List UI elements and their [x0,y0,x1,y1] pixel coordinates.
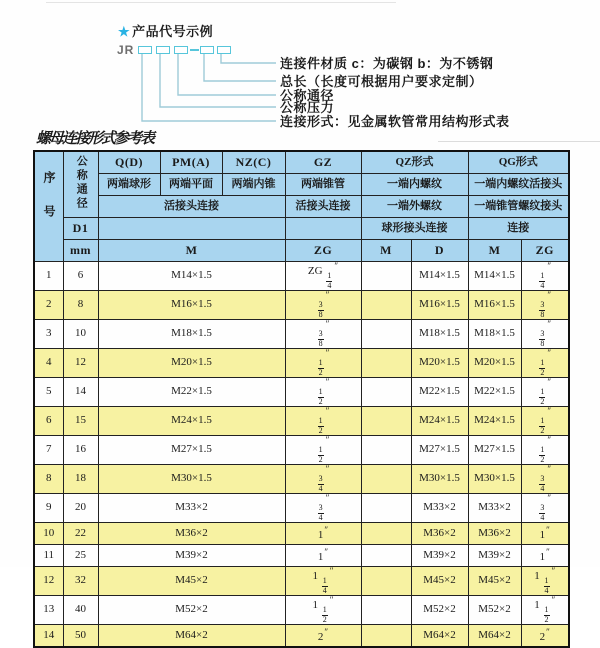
diagram-label: 连接件材质 c：为碳钢 b：为不锈钢 [280,56,494,71]
header-pm-desc: 两端平面 [160,174,222,196]
cell-gz: 1 $\frac{1}{2}$ ″ [285,596,361,625]
header-pm-code: PM(A) [160,151,222,174]
cell-qz-m [361,494,411,523]
cell-seq: 9 [34,494,63,523]
cell-seq: 5 [34,378,63,407]
cell-dn: 18 [63,465,98,494]
cell-qg-zg: 2″ [521,625,569,648]
table-row [34,625,569,648]
cell-qg-zg: $\frac{1}{4}$ ″ [521,262,569,291]
cell-qz-d: M14×1.5 [411,262,468,291]
cell-qg-zg: $\frac{1}{2}$ ″ [521,349,569,378]
cell-gz: $\frac{3}{8}$ ″ [285,291,361,320]
cell-qz-m [361,523,411,545]
cell-gz: 1″ [285,523,361,545]
header-dn [63,151,98,218]
cell-qz-m [361,262,411,291]
header-qg-unit1: M [468,240,521,262]
cell-qz-m [361,625,411,648]
cell-dn: 12 [63,349,98,378]
cell-gz: ZG $\frac{1}{4}$ ″ [285,262,361,291]
cell-qg-m: M18×1.5 [468,320,521,349]
header-dn-text: 公称通径 [75,154,88,211]
cell-qg-m: M39×2 [468,545,521,567]
header-qz-conn: 球形接头连接 [361,218,468,240]
header-gz-unit: ZG [285,240,361,262]
cell-gz: $\frac{1}{2}$ ″ [285,378,361,407]
cell-qz-d: M39×2 [411,545,468,567]
cell-qg-zg: $\frac{3}{4}$ ″ [521,465,569,494]
cell-gz: $\frac{1}{2}$ ″ [285,349,361,378]
cell-m: M36×2 [98,523,285,545]
table-row [34,378,569,407]
cell-gz: $\frac{1}{2}$ ″ [285,407,361,436]
cell-qz-d: M52×2 [411,596,468,625]
cell-qg-zg: 1″ [521,545,569,567]
diagram-heading-text: 产品代号示例 [132,24,214,39]
cell-qg-zg: $\frac{1}{2}$ ″ [521,378,569,407]
header-mm: mm [63,240,98,262]
cell-dn: 14 [63,378,98,407]
cell-m: M24×1.5 [98,407,285,436]
cell-seq: 6 [34,407,63,436]
cell-seq: 4 [34,349,63,378]
cell-seq: 11 [34,545,63,567]
cell-qz-m [361,291,411,320]
cell-qg-zg: $\frac{1}{2}$ ″ [521,407,569,436]
cell-gz: 1 $\frac{1}{4}$ ″ [285,567,361,596]
cell-seq: 12 [34,567,63,596]
cell-m: M52×2 [98,596,285,625]
cell-qg-m: M45×2 [468,567,521,596]
header-qz-desc2: 一端外螺纹 [361,196,468,218]
cell-dn: 8 [63,291,98,320]
cell-qz-m [361,436,411,465]
table-row [34,545,569,567]
cell-qg-zg: 1″ [521,523,569,545]
header-blank-1 [98,218,285,240]
header-q-desc: 两端球形 [98,174,160,196]
header-seq [34,151,63,262]
header-union-conn: 活接头连接 [98,196,285,218]
cell-qz-d: M36×2 [411,523,468,545]
table-title: 螺母连接形式参考表 [36,129,154,147]
cell-m: M39×2 [98,545,285,567]
cell-seq: 2 [34,291,63,320]
cell-qz-d: M45×2 [411,567,468,596]
cell-seq: 14 [34,625,63,648]
table-body [34,262,569,648]
cell-qz-d: M24×1.5 [411,407,468,436]
table-row [34,523,569,545]
cell-dn: 20 [63,494,98,523]
header-nz-desc: 两端内锥 [222,174,285,196]
cell-gz: $\frac{1}{2}$ ″ [285,436,361,465]
cell-seq: 7 [34,436,63,465]
header-qg-code: QG形式 [468,151,569,174]
cell-qz-d: M33×2 [411,494,468,523]
header-blank-2 [285,218,361,240]
cell-dn: 15 [63,407,98,436]
cell-dn: 16 [63,436,98,465]
header-d1: D1 [63,218,98,240]
table-row [34,320,569,349]
cell-qz-d: M16×1.5 [411,291,468,320]
diagram-label: 连接形式：见金属软管常用结构形式表 [280,114,510,129]
table-row [34,407,569,436]
header-qz-desc1: 一端内螺纹 [361,174,468,196]
cell-qg-m: M24×1.5 [468,407,521,436]
cell-qg-zg: $\frac{3}{8}$ ″ [521,291,569,320]
cell-dn: 50 [63,625,98,648]
cell-dn: 25 [63,545,98,567]
cell-m: M30×1.5 [98,465,285,494]
cell-dn: 32 [63,567,98,596]
header-m-unit: M [98,240,285,262]
diagram-label: 公称压力 [280,100,335,115]
table-row [34,349,569,378]
cell-seq: 8 [34,465,63,494]
header-gz-desc: 两端锥管 [285,174,361,196]
cell-qg-m: M20×1.5 [468,349,521,378]
cell-dn: 22 [63,523,98,545]
cell-m: M22×1.5 [98,378,285,407]
cell-qz-d: M30×1.5 [411,465,468,494]
header-qg-unit2: ZG [521,240,569,262]
cell-m: M64×2 [98,625,285,648]
diagram-label: 公称通径 [280,88,335,103]
cell-m: M20×1.5 [98,349,285,378]
cell-qz-d: M27×1.5 [411,436,468,465]
table-row [34,465,569,494]
table-row [34,291,569,320]
cell-gz: 1″ [285,545,361,567]
cell-qg-zg: 1 $\frac{1}{4}$ ″ [521,567,569,596]
cell-m: M33×2 [98,494,285,523]
cell-qz-m [361,320,411,349]
table-row [34,262,569,291]
code-prefix: JR [117,43,135,57]
cell-qz-m [361,596,411,625]
cell-qg-m: M52×2 [468,596,521,625]
cell-qz-m [361,465,411,494]
cell-gz: $\frac{3}{4}$ ″ [285,465,361,494]
cell-m: M14×1.5 [98,262,285,291]
cell-qz-m [361,407,411,436]
cell-qg-m: M36×2 [468,523,521,545]
cell-qg-m: M22×1.5 [468,378,521,407]
cell-seq: 1 [34,262,63,291]
cell-qg-m: M14×1.5 [468,262,521,291]
cell-m: M18×1.5 [98,320,285,349]
cell-qg-m: M27×1.5 [468,436,521,465]
cell-m: M45×2 [98,567,285,596]
table-row [34,596,569,625]
table-row [34,494,569,523]
cell-qg-m: M33×2 [468,494,521,523]
cell-gz: 2″ [285,625,361,648]
header-qz-code: QZ形式 [361,151,468,174]
table-row [34,567,569,596]
cell-qz-m [361,378,411,407]
cell-qg-m: M30×1.5 [468,465,521,494]
cell-qg-zg: 1 $\frac{1}{2}$ ″ [521,596,569,625]
header-nz-code: NZ(C) [222,151,285,174]
header-qz-unit2: D [411,240,468,262]
cell-gz: $\frac{3}{8}$ ″ [285,320,361,349]
cell-dn: 6 [63,262,98,291]
cell-seq: 3 [34,320,63,349]
cell-seq: 13 [34,596,63,625]
cell-m: M16×1.5 [98,291,285,320]
header-qg-desc1: 一端内螺纹活接头 [468,174,569,196]
cell-m: M27×1.5 [98,436,285,465]
header-seq-text: 序号 [42,170,57,239]
header-qg-desc2: 一端锥管螺纹接头 [468,196,569,218]
cell-qz-d: M18×1.5 [411,320,468,349]
cell-qg-zg: $\frac{1}{2}$ ″ [521,436,569,465]
header-q-code: Q(D) [98,151,160,174]
cell-qg-zg: $\frac{3}{4}$ ″ [521,494,569,523]
cell-qg-zg: $\frac{3}{8}$ ″ [521,320,569,349]
cell-qg-m: M16×1.5 [468,291,521,320]
cell-gz: $\frac{3}{4}$ ″ [285,494,361,523]
header-qz-unit1: M [361,240,411,262]
cell-dn: 10 [63,320,98,349]
cell-qz-d: M22×1.5 [411,378,468,407]
diagram-label: 总长（长度可根据用户要求定制） [280,74,483,89]
cell-dn: 40 [63,596,98,625]
header-gz-code: GZ [285,151,361,174]
header-qg-conn: 连接 [468,218,569,240]
cell-qz-m [361,567,411,596]
cell-qz-m [361,349,411,378]
cell-qz-d: M64×2 [411,625,468,648]
header-gz-conn: 活接头连接 [285,196,361,218]
cell-qg-m: M64×2 [468,625,521,648]
reference-table [33,150,570,648]
cell-seq: 10 [34,523,63,545]
star-icon: ★ [118,24,131,39]
table-row [34,436,569,465]
cell-qz-d: M20×1.5 [411,349,468,378]
cell-qz-m [361,545,411,567]
